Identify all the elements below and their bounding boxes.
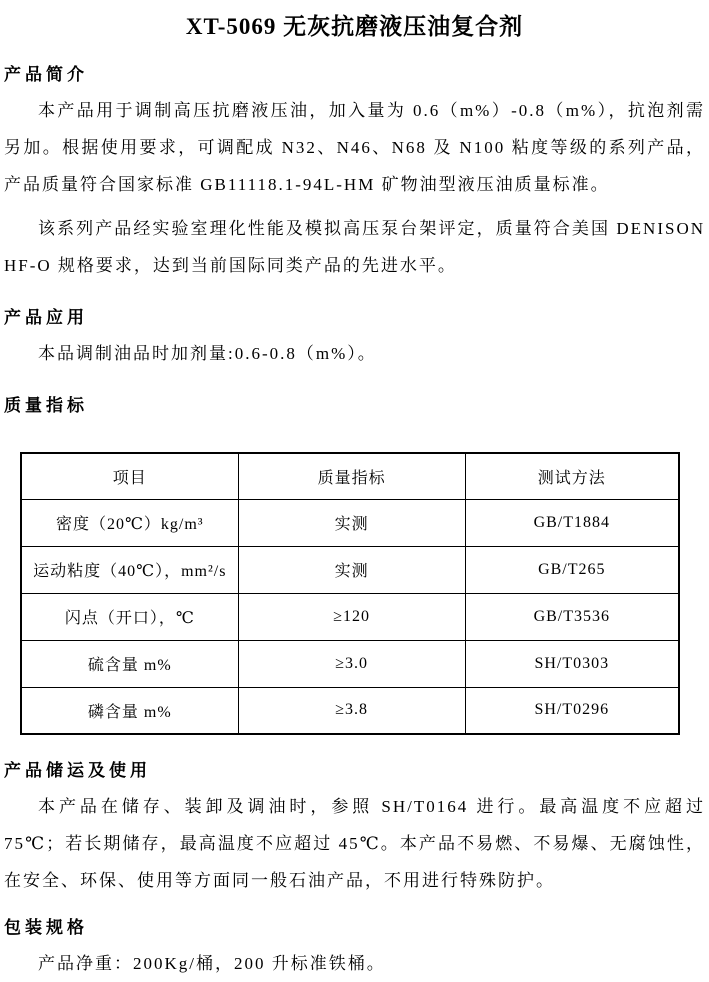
table-header-row — [21, 453, 679, 499]
table-row — [21, 593, 679, 640]
paragraph-application: 本品调制油品时加剂量:0.6-0.8（m%）。 — [38, 344, 377, 363]
cell-item-flash-point: 闪点（开口），℃ — [21, 593, 238, 640]
cell-method-flash-point: GB/T3536 — [465, 593, 679, 640]
table-row — [21, 687, 679, 734]
paragraph-storage: 本产品在储存、装卸及调油时，参照 SH/T0164 进行。最高温度不应超过 75℃；若长期储存，最高温度不应超过 45℃。本产品不易燃、不易爆、无腐蚀性，在安全、环保、使用等方面同一般石油产品，不用进行特殊防护。 — [4, 797, 705, 890]
cell-value-viscosity: 实测 — [238, 546, 465, 593]
cell-item-sulfur-content: 硫含量 m% — [21, 640, 238, 687]
table-row — [21, 546, 679, 593]
paragraph-intro-1: 本产品用于调制高压抗磨液压油，加入量为 0.6（m%）-0.8（m%），抗泡剂需另加。根据使用要求，可调配成 N32、N46、N68 及 N100 粘度等级的系列产品，产品质量符合国家标准 GB11118.1-94L-HM 矿物油型液压油质量标准。 — [4, 101, 705, 194]
table-row — [21, 499, 679, 546]
cell-method-density: GB/T1884 — [465, 499, 679, 546]
section-heading-quality-indicators: 质量指标 — [4, 396, 88, 415]
cell-item-viscosity: 运动粘度（40℃），mm²/s — [21, 546, 238, 593]
table-row — [21, 640, 679, 687]
column-header-quality-indicator: 质量指标 — [238, 453, 465, 499]
cell-method-phosphorus-content: SH/T0296 — [465, 687, 679, 734]
section-heading-product-intro: 产品简介 — [4, 65, 88, 84]
document-title: XT-5069 无灰抗磨液压油复合剂 — [185, 14, 524, 39]
column-header-test-method: 测试方法 — [465, 453, 679, 499]
quality-indicators-table — [20, 452, 680, 735]
section-heading-packaging-spec: 包装规格 — [4, 918, 88, 937]
paragraph-packaging: 产品净重：200Kg/桶，200 升标准铁桶。 — [38, 954, 386, 973]
cell-method-viscosity: GB/T265 — [465, 546, 679, 593]
section-heading-product-application: 产品应用 — [4, 308, 88, 327]
cell-item-density: 密度（20℃）kg/m³ — [21, 499, 238, 546]
cell-value-density: 实测 — [238, 499, 465, 546]
cell-value-phosphorus-content: ≥3.8 — [238, 687, 465, 734]
column-header-item: 项目 — [21, 453, 238, 499]
paragraph-intro-2: 该系列产品经实验室理化性能及模拟高压泵台架评定，质量符合美国 DENISON HF-O 规格要求，达到当前国际同类产品的先进水平。 — [4, 219, 705, 275]
cell-value-flash-point: ≥120 — [238, 593, 465, 640]
cell-value-sulfur-content: ≥3.0 — [238, 640, 465, 687]
cell-method-sulfur-content: SH/T0303 — [465, 640, 679, 687]
cell-item-phosphorus-content: 磷含量 m% — [21, 687, 238, 734]
section-heading-storage-usage: 产品储运及使用 — [4, 761, 151, 780]
